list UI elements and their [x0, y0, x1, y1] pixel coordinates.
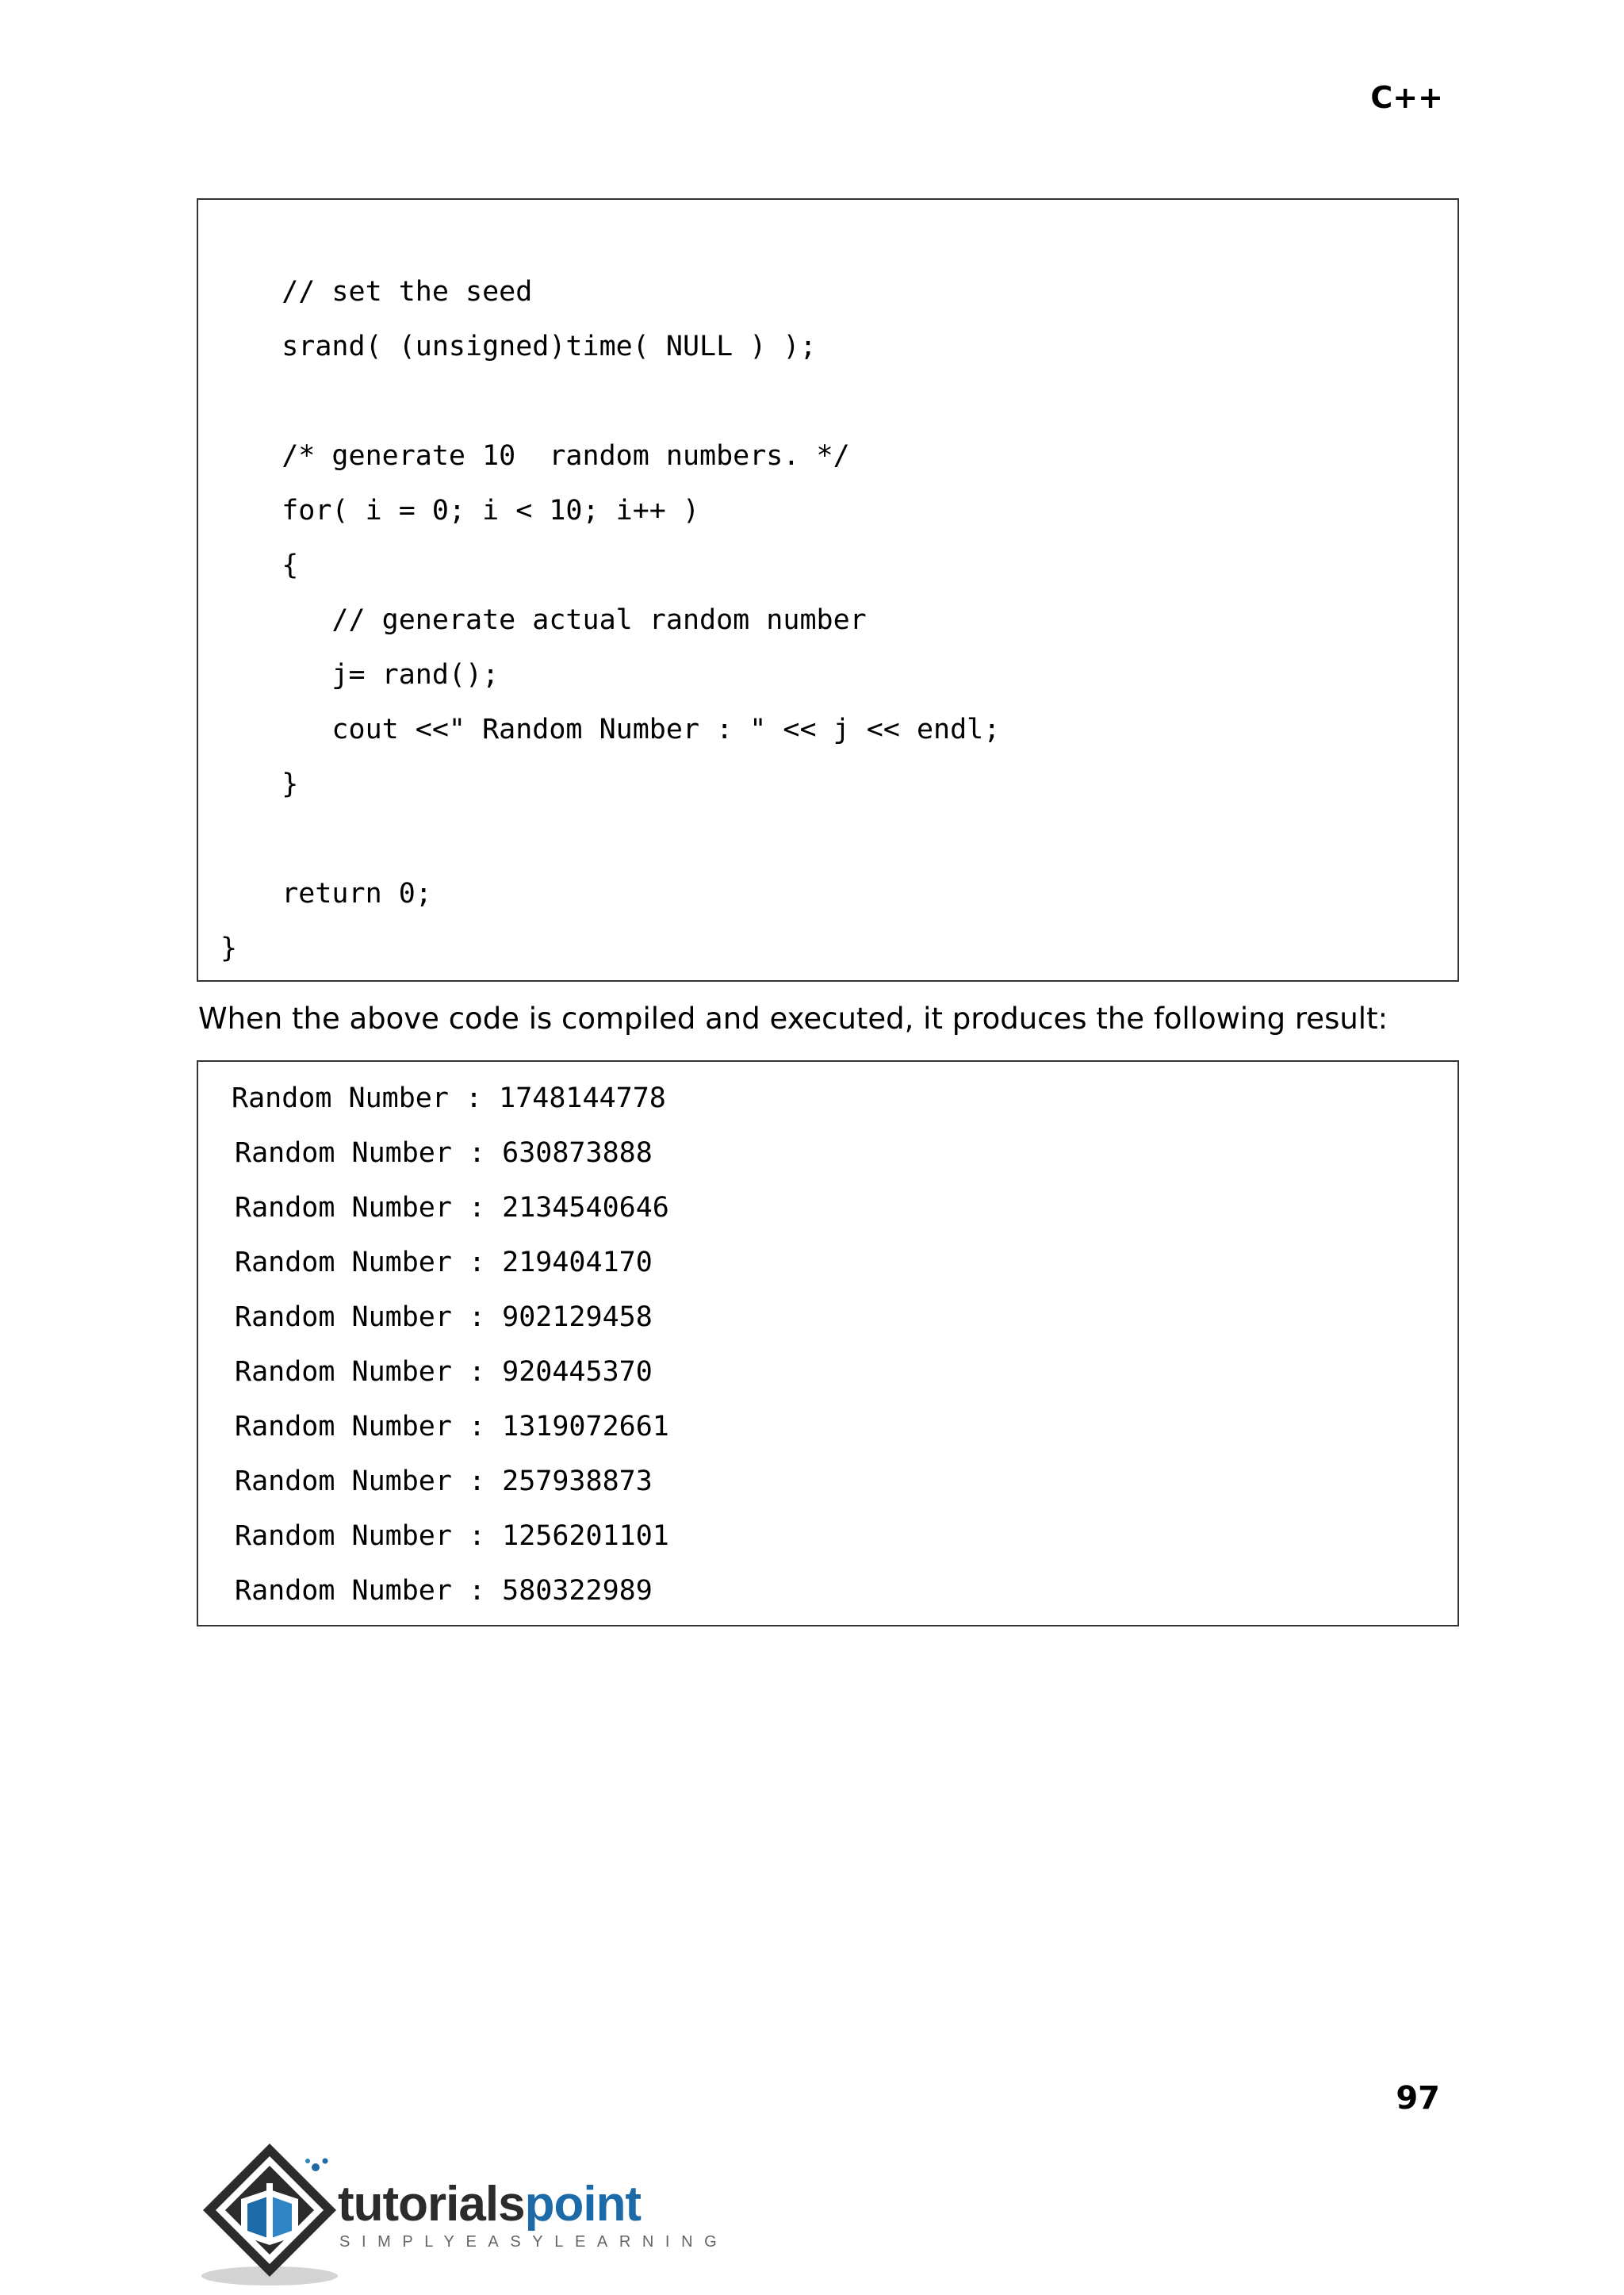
- code-line: /* generate 10 random numbers. */: [232, 440, 850, 472]
- running-header-title: C++: [1370, 80, 1443, 115]
- output-line: Random Number : 219404170: [235, 1247, 653, 1278]
- code-line: for( i = 0; i < 10; i++ ): [232, 495, 700, 527]
- output-line: Random Number : 2134540646: [235, 1192, 669, 1224]
- tutorialspoint-logo: [197, 2137, 729, 2288]
- code-line: }: [220, 933, 238, 964]
- output-caption: When the above code is compiled and executed, it produces the following result:: [198, 1002, 1388, 1036]
- logo-wordmark-tutorials: tutorials: [338, 2177, 525, 2232]
- logo-tagline: SIMPLYEASYLEARNING: [339, 2233, 729, 2251]
- code-line: srand( (unsigned)time( NULL ) );: [232, 331, 817, 362]
- output-line: Random Number : 630873888: [235, 1137, 653, 1169]
- output-line: Random Number : 1256201101: [235, 1520, 669, 1552]
- output-line: Random Number : 1748144778: [232, 1082, 666, 1114]
- output-line: Random Number : 1319072661: [235, 1411, 669, 1443]
- logo-wordmark-point: point: [524, 2177, 642, 2232]
- output-line: Random Number : 920445370: [235, 1356, 653, 1388]
- output-line: Random Number : 257938873: [235, 1466, 653, 1497]
- logo-wordmark: [338, 2177, 641, 2232]
- code-line: // set the seed: [232, 276, 533, 308]
- code-line: {: [232, 550, 299, 581]
- code-line: // generate actual random number: [232, 604, 867, 636]
- code-block: [197, 198, 1459, 982]
- output-block: [197, 1060, 1459, 1626]
- output-line: Random Number : 580322989: [235, 1575, 653, 1607]
- code-line: j= rand();: [232, 659, 500, 691]
- page-number: 97: [1396, 2080, 1440, 2117]
- logo-diamond-icon: [197, 2137, 347, 2288]
- output-line: Random Number : 902129458: [235, 1301, 653, 1333]
- code-line: return 0;: [232, 878, 432, 910]
- code-line: cout <<" Random Number : " << j << endl;: [232, 714, 1001, 745]
- code-line: }: [232, 768, 299, 800]
